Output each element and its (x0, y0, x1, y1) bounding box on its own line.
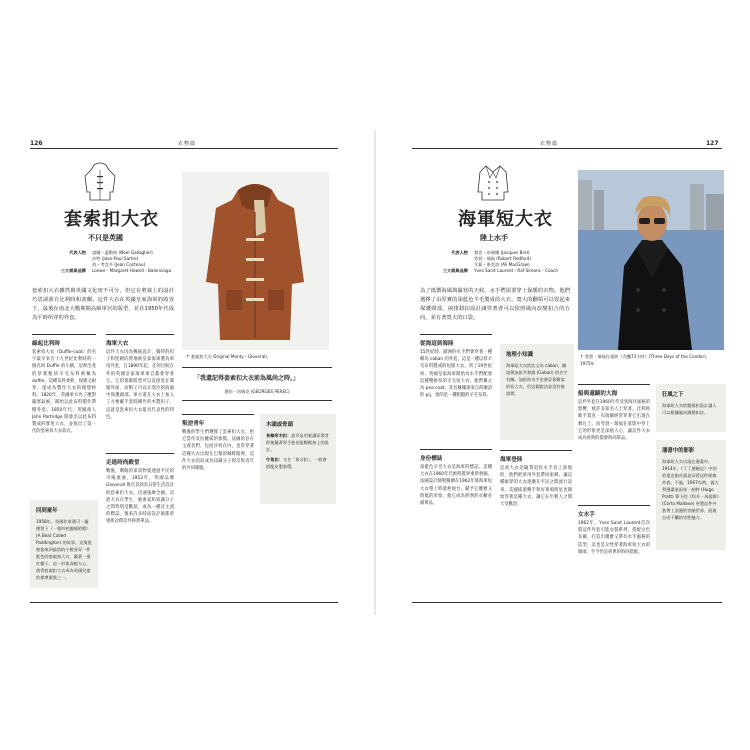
column-heading: 從海這到海陸 (420, 334, 492, 347)
column-text: 15世紀時，歐洲的水手們會穿著一種稱為 caban 的外套，這是一種以厚羊毛布料製成的短版大衣。到了19世紀初，英國皇家海軍開始為水手們配發這種雙排扣的羊毛短大衣，他們稱之為 pea coat，其名稱據說來自荷蘭語的 pij，指的是一種粗糙的羊毛布料。 (420, 350, 492, 399)
meta-row: 尚・考克多 (Jean Cocteau) (92, 262, 146, 267)
header-rule (30, 148, 338, 149)
sidebar-text: 海軍短大衣的雙排扣設計讓人可以根據風向調整扣法。 (662, 403, 717, 415)
meta-row: 代表人物 諾爾・蓋勒格 (Noel Gallagher) (69, 250, 153, 255)
sidebar-item: 牛角扣：又名「象牙扣」，一般會搭配皮製套環。 (266, 457, 327, 469)
sidebar-box (656, 384, 726, 432)
meta-list (414, 250, 574, 274)
column-heading: 叛逆青年 (182, 414, 254, 427)
meta-row: 三大經典品牌 Loewe・Margaret Howell・Balenciaga (60, 268, 172, 273)
sidebar-box (656, 440, 726, 550)
sidebar-box (500, 344, 574, 440)
column-text: 戰後，剩餘的軍需物資透過平民的市場流通，1953年，英國品牌 Gloverall 推出首款為日常生活設計的套索扣大衣，迅速風靡全國。這款大衣在學生、藝術家和知識分子之間特別受歡迎，成為一種反主流的標誌。後來許多時尚設計師都曾重新詮釋這件經典單品。 (106, 469, 174, 525)
intro-paragraph: 為了抵禦海風與嚴寒的天候，水手們需要穿上保暖的衣物。他們選擇了由厚實的深藍色羊毛製成的大衣，寬大的翻領可以豎起來保護頸部，兩排鈕扣設計讓穿著者可以依照風向改變扣合的方向，並有著寬大的口袋。 (420, 288, 570, 321)
meta-row: 艾莉・麥克洛 (Ali MacGraw) (474, 262, 530, 267)
meta-row: 沙特 (Jean-Paul Sartre) (92, 256, 139, 261)
duffle-coat-photo (182, 172, 329, 350)
meta-list (32, 250, 177, 274)
column-heading: 綠起比利時 (32, 334, 96, 347)
sidebar-text: 1958年，英國作家邁可・龐德寫下《一隻叫柏靈頓的熊》(A Bear Called Paddington) 的故事。這隻從秘魯來到倫敦的小熊身穿一件藍色的套索扣大衣，戴著一頂紅帽子。這一形象深植人心，使得套索扣大衣成為英國兒童的標準服裝之一。 (36, 519, 92, 580)
column-heading: 船與還鏡的大海 (578, 384, 650, 397)
sidebar-heading: 回到童年 (36, 508, 58, 514)
column-heading: 海軍登陸 (500, 450, 572, 463)
sidebar-text: 海軍短大衣出現在漫畫中，1914年，《丁丁歷險記》中的哈達克船長就是穿著這件經典外套。不過，1967年時，義大利漫畫家雨果・帕特 (Hugo Pratt) 筆下的《科多・馬提斯》(Corto Maltese) 更將這件外套帶上浪漫的冒險世界，展現自由不羈的男性魅力。 (662, 459, 719, 520)
sidebar-heading: 潘書中的影影 (662, 448, 695, 454)
column-2 (106, 334, 174, 588)
intro-paragraph: 套索扣大衣雖然與英國文化密不可分，但它在剪裁上的設計巧思卻源自比利時和波蘭。這件大衣在英國皇家海軍的收容下，最後在南北大戰期間高級軍官的版型，並在1950年代成為平時所穿的外套。 (32, 288, 174, 321)
column-text: 套索扣大衣（Duffle-coat）的名字最早來自十九世紀比利時的一個名叫 Duffle 的小鎮，這裡出產的厚實粗紡羊毛布料被稱為 duffel。這種布料柔軟、保暖又耐穿，遂成為製作大衣的理想材料。1820年，英國軍方為了應對嚴寒氣候，開始以此布料製作帶帽外套。1850年代，英國商人 John Partridge 開發出以此布料製成的實用大衣，並推出了第一代的套索扣大衣款式。 (32, 350, 96, 435)
column-1 (420, 334, 492, 554)
sidebar-heading: 地理小知識 (506, 352, 533, 358)
quote-source: 喬治・培瑞克 (GEORGES PEREC) (224, 389, 290, 394)
footer-rule (30, 602, 338, 603)
meta-row: 勞勃・瑞福 (Robert Redford) (474, 256, 532, 261)
redford-photo (578, 170, 724, 350)
sidebar-text: 海軍短大衣的法文為 caban，據說與加彭共和國 (Gabon) 的名字有關。加彭的水手也會穿著類似的短大衣，但這個說法並沒有被證實。 (506, 363, 568, 396)
pull-quote: 「我還記得套索扣大衣前為風尚之時。」 (194, 375, 300, 382)
page-number: 126 (30, 140, 43, 147)
column-heading: 女水手 (578, 505, 650, 518)
photo-caption: ↑ 套索扣大衣 Original Monty・Gloverall。 (186, 354, 271, 359)
book-gutter (374, 130, 376, 615)
quote-rule-bottom (182, 400, 332, 401)
article-subtitle: 陸上水手 (480, 234, 508, 242)
section-label: 衣物篇 (540, 141, 559, 147)
column-text: 這件大衣因為傳統設計，獨特的扣子和堅韌的質地被皇家海軍選為軍用外套，自1890年起，任何出航在外的英國皇家海軍軍官都會穿著它。它的寬鬆版型可以直接套在制服外面，而帽子可以在寒冷的海風中保護頭部。軍方還在大衣上加入了方便戴手套時操作的木製扣子，這就是套索扣大衣最具代表性的特色。 (106, 350, 174, 420)
article-title: 海軍短大衣 (458, 209, 553, 230)
pea-coat-icon (475, 162, 511, 202)
sidebar-item: 長條形木扣：最早是用來讓穿著者即使戴著厚手套也能輕鬆扣上的設計。 (266, 433, 329, 452)
section-label: 衣物篇 (178, 141, 197, 147)
meta-row: 三大經典品牌 Yves Saint Laurent・Raf Simons・Coach (442, 268, 559, 273)
sidebar-heading: 狂風之下 (662, 392, 684, 398)
footer-rule (412, 602, 722, 603)
column-text: 深藍色羊毛大衣是海軍的標誌，這種大衣在1960年代被時裝界重新發掘。法國設計師聖羅蘭在1962年將海軍短大衣帶上時裝伸展台，賦予它優雅又時髦的形象，使它成為經典的衣櫥必備單品。 (420, 465, 492, 507)
photo-caption: ↑ 勞勃・瑞福在電影《禿鷹72小時》(Three Days of the Condor)，1975年 (580, 354, 711, 366)
meta-row: 代表人物 賈克・布瑞爾 (Jacques Brel) (451, 250, 530, 255)
sidebar-box (260, 414, 336, 504)
column-1 (32, 334, 96, 469)
column-heading: 海軍大衣 (106, 334, 174, 347)
column-3 (578, 384, 650, 606)
article-title: 套索扣大衣 (64, 209, 159, 230)
column-text: 1962年，Yves Saint Laurent首次將這件外套引進女裝系列，搭配白色長褲，打造出優雅又帶有水手風格的造型，這也是女性穿著海軍短大衣的開端，至今仍是經典的時尚搭配。 (578, 521, 650, 555)
column-2 (500, 450, 572, 555)
sidebar-heading: 木頭或骨頭 (266, 422, 293, 428)
page-number: 127 (706, 140, 719, 147)
column-text: 戰後的學生們選擇了套索扣大衣，把它當作反抗權威的象徵。法國的存在主義者們，包括沙特在內，也常穿著這種大衣出現在巴黎的咖啡館裡。這件大衣因而成為知識分子與反叛青年的共同制服。 (182, 430, 254, 472)
article-subtitle: 不只是英國 (88, 234, 123, 242)
quote-rule-top (182, 367, 332, 368)
column-heading: 身份標誌 (420, 449, 492, 462)
sidebar-box (30, 500, 98, 588)
column-text: 這件外套在1960年代受到海洋風格的影響，被許多知名人士穿著。比利時歌手賈克・布瑞爾經常穿著它出現在舞台上，而勞勃・瑞福在電影中穿上它的形象更是深植人心，讓這件大衣成為經典的都會時尚單品。 (578, 400, 650, 442)
duffle-coat-icon (82, 162, 118, 202)
header-rule (412, 148, 722, 149)
column-text: 這款大衣是隨著退役水手登上陸地的，他們把軍用外套帶回家鄉，讓這種耐穿的大衣逐漸在平民之間流行起來。美國搖滾樂手和好萊塢明星也開始穿著這種大衣，讓它在年輕人之間大受歡迎。 (500, 466, 572, 508)
column-heading: 走進時尚殿堂 (106, 453, 174, 466)
column-3 (182, 414, 254, 509)
